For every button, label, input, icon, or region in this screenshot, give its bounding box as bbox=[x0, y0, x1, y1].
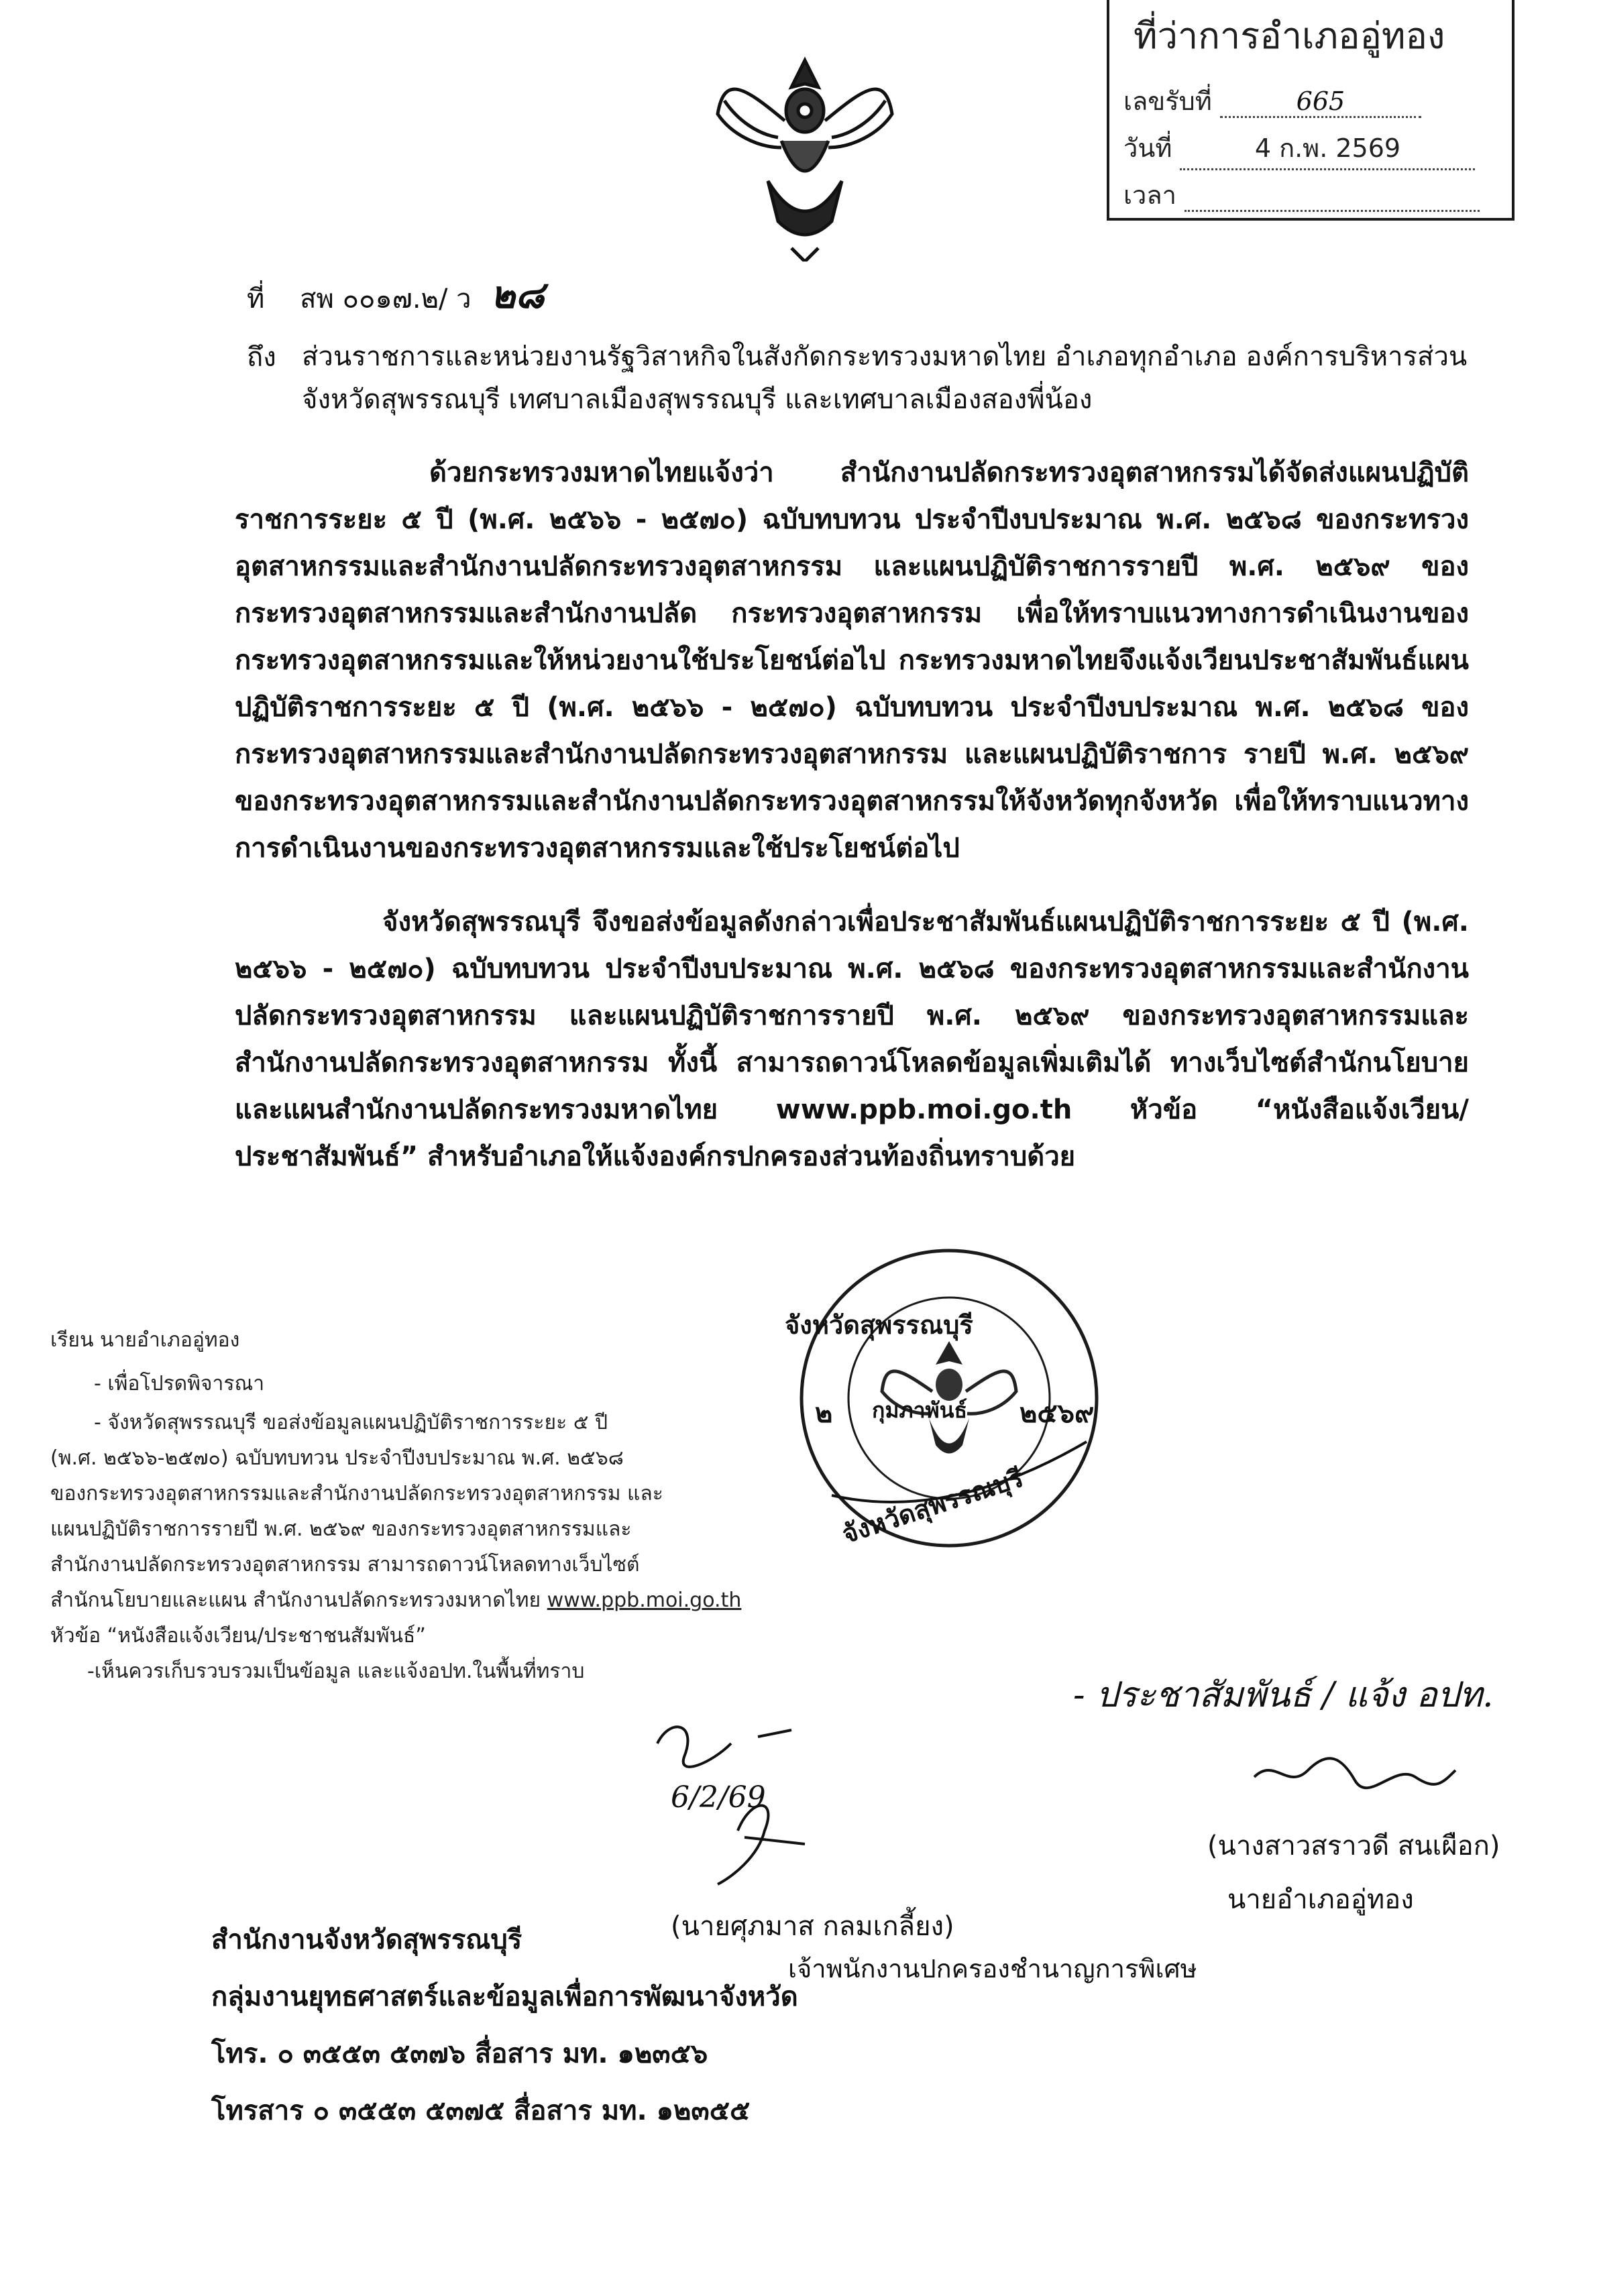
footer-phone: โทร. ๐ ๓๕๕๓ ๕๓๗๖ สื่อสาร มท. ๑๒๓๕๖ bbox=[211, 2039, 708, 2069]
note-item-1: - เพื่อโปรดพิจารณา bbox=[94, 1372, 265, 1395]
left-signer-name: (นายศุภมาส กลมเกลี้ยง) bbox=[671, 1911, 954, 1942]
note-link-line bbox=[50, 1583, 781, 1618]
note-recommendation: -เห็นควรเก็บรวบรวมเป็นข้อมูล และแจ้งอปท.ในพื้นที่ทราบ bbox=[87, 1660, 585, 1683]
seal-day: ๒ bbox=[815, 1398, 833, 1429]
footer-office: สำนักงานจังหวัดสุพรรณบุรี bbox=[211, 1925, 522, 1955]
handwritten-instruction: - ประชาสัมพันธ์ / แจ้ง อปท. bbox=[1073, 1675, 1494, 1715]
garuda-emblem bbox=[704, 47, 905, 262]
right-signer-name: (นางสาวสราวดี สนเผือก) bbox=[1207, 1831, 1500, 1861]
body-paragraph-2-text: จังหวัดสุพรรณบุรี จึงขอส่งข้อมูลดังกล่าวเพื่อประชาสัมพันธ์แผนปฏิบัติราชการระยะ ๕ ปี (พ.ศ. ๒๕๖๖ - ๒๕๗๐) ฉบับทบทวน ประจำปีงบประมาณ พ.ศ. ๒๕๖๘ ของกระทรวงอุตสาหกรรมและสำนักงานปลัดกระทรวงอุตสาหกรรม และแผนปฏิบัติราชการรายปี พ.ศ. ๒๕๖๙ ของกระทรวงอุตสาหกรรมและสำนักงานปลัดกระทรวงอุตสาหกรรม ทั้งนี้ สามารถดาวน์โหลดข้อมูลเพิ่มเติมได้ ทางเว็บไซต์สำนักนโยบายและแผนสำนักงานปลัดกระทรวงมหาดไทย www.ppb.moi.go.th หัวข้อ “หนังสือแจ้งเวียน/ประชาสัมพันธ์” สำหรับอำเภอให้แจ้งองค์กรปกครองส่วนท้องถิ่นทราบด้วย bbox=[235, 907, 1469, 1172]
note-item-2-line-5: สำนักงานปลัดกระทรวงอุตสาหกรรม สามารถดาวน์โหลดทางเว็บไซต์ bbox=[50, 1553, 640, 1576]
stamp-time-row bbox=[1123, 174, 1480, 215]
reference-number bbox=[247, 265, 544, 325]
reference-label: ที่ bbox=[247, 284, 265, 314]
stamp-title: ที่ว่าการอำเภออู่ทอง bbox=[1134, 15, 1445, 57]
website-link[interactable]: www.ppb.moi.go.th bbox=[547, 1589, 742, 1612]
note-item-2-line-2: (พ.ศ. ๒๕๖๖-๒๕๗๐) ฉบับทบทวน ประจำปีงบประมาณ พ.ศ. ๒๕๖๘ bbox=[50, 1446, 624, 1470]
note-salutation: เรียน นายอำเภออู่ทอง bbox=[50, 1328, 240, 1352]
stamp-receipt-number: 665 bbox=[1220, 87, 1421, 118]
stamp-receipt-row bbox=[1123, 80, 1421, 121]
stamp-receipt-label: เลขรับที่ bbox=[1123, 87, 1212, 116]
seal-year: ๒๕๖๙ bbox=[1020, 1398, 1095, 1429]
note-item-2-line-1: - จังหวัดสุพรรณบุรี ขอส่งข้อมูลแผนปฏิบัติราชการระยะ ๕ ปี bbox=[94, 1411, 608, 1434]
to-label: ถึง bbox=[247, 342, 276, 373]
stamp-date-row bbox=[1123, 127, 1475, 170]
left-signer-position: เจ้าพนักงานปกครองชำนาญการพิเศษ bbox=[788, 1954, 1197, 1984]
reference-handwritten-number: ๒๘ bbox=[490, 273, 545, 317]
stamp-time-label: เวลา bbox=[1123, 180, 1176, 210]
seal-month: กุมภาพันธ์ bbox=[872, 1397, 968, 1423]
reference-code: สพ ๐๐๑๗.๒/ ว bbox=[300, 284, 472, 314]
note-item-2-line-3: ของกระทรวงอุตสาหกรรมและสำนักงานปลัดกระทรวงอุตสาหกรรม และ bbox=[50, 1482, 663, 1505]
note-item-2 bbox=[50, 1405, 781, 1689]
stamp-time-value bbox=[1185, 180, 1480, 212]
body-paragraph-1-text: ด้วยกระทรวงมหาดไทยแจ้งว่า สำนักงานปลัดกระทรวงอุตสาหกรรมได้จัดส่งแผนปฏิบัติราชการระยะ ๕ ปี (พ.ศ. ๒๕๖๖ - ๒๕๗๐) ฉบับทบทวน ประจำปีงบประมาณ พ.ศ. ๒๕๖๘ ของกระทรวงอุตสาหกรรมและสำนักงานปลัดกระทรวงอุตสาหกรรม และแผนปฏิบัติราชการรายปี พ.ศ. ๒๕๖๙ ของกระทรวงอุตสาหกรรมและสำนักงานปลัด กระทรวงอุตสาหกรรม เพื่อให้ทราบแนวทางการดำเนินงานของกระทรวงอุตสาหกรรมและให้หน่วยงานใช้ประโยชน์ต่อไป กระทรวงมหาดไทยจึงแจ้งเวียนประชาสัมพันธ์แผนปฏิบัติราชการระยะ ๕ ปี (พ.ศ. ๒๕๖๖ - ๒๕๗๐) ฉบับทบทวน ประจำปีงบประมาณ พ.ศ. ๒๕๖๘ ของกระทรวงอุตสาหกรรมและสำนักงานปลัดกระทรวงอุตสาหกรรม และแผนปฏิบัติราชการ รายปี พ.ศ. ๒๕๖๙ ของกระทรวงอุตสาหกรรมและสำนักงานปลัดกระทรวงอุตสาหกรรมให้จังหวัดทุกจังหวัด เพื่อให้ทราบแนวทางการดำเนินงานของกระทรวงอุตสาหกรรมและใช้ประโยชน์ต่อไป bbox=[235, 457, 1469, 864]
note-item-2-line-4: แผนปฏิบัติราชการรายปี พ.ศ. ๒๕๖๙ ของกระทรวงอุตสาหกรรมและ bbox=[50, 1517, 632, 1541]
to-recipients: ส่วนราชการและหน่วยงานรัฐวิสาหกิจในสังกัดกระทรวงมหาดไทย อำเภอทุกอำเภอ องค์การบริหารส่วนจังหวัดสุพรรณบุรี เทศบาลเมืองสุพรรณบุรี และเทศบาลเมืองสองพี่น้อง bbox=[302, 341, 1468, 415]
stamp-date-label: วันที่ bbox=[1123, 133, 1172, 163]
body-paragraph-1 bbox=[235, 449, 1469, 872]
note-topic-line: หัวข้อ “หนังสือแจ้งเวียน/ประชาชนสัมพันธ์” bbox=[50, 1624, 426, 1648]
seal-bottom-text: จังหวัดสุพรรณบุรี bbox=[838, 1462, 1027, 1550]
body-paragraph-2 bbox=[235, 899, 1469, 1180]
left-signature-date: 6/2/69 bbox=[671, 1780, 766, 1815]
right-signature bbox=[1248, 1743, 1462, 1804]
right-signer-position: นายอำเภออู่ทอง bbox=[1227, 1884, 1414, 1915]
stamp-date-value: 4 ก.พ. 2569 bbox=[1180, 127, 1475, 170]
note-link-prefix: สำนักนโยบายและแผน สำนักงานปลัดกระทรวงมหาดไทย bbox=[50, 1589, 541, 1612]
seal-top-text: จังหวัดสุพรรณบุรี bbox=[785, 1310, 973, 1340]
footer-fax: โทรสาร ๐ ๓๕๕๓ ๕๓๗๕ สื่อสาร มท. ๑๒๓๕๕ bbox=[211, 2096, 751, 2126]
footer-group: กลุ่มงานยุทธศาสตร์และข้อมูลเพื่อการพัฒนาจังหวัด bbox=[211, 1982, 798, 2012]
